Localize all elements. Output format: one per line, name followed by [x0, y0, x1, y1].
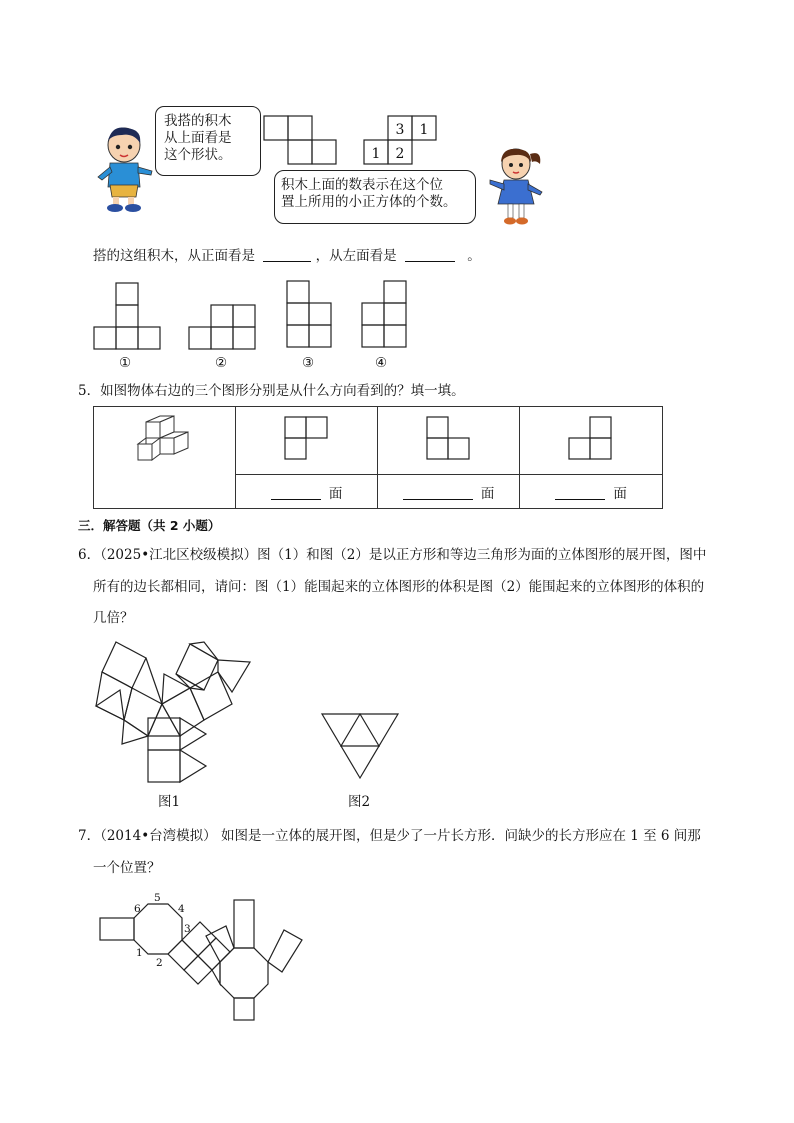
q5-blank-1[interactable]: [271, 485, 321, 500]
top-number-1b: 1: [371, 146, 381, 162]
q4-option-4-shape: [361, 279, 413, 351]
q5-face-label-2: 面: [480, 485, 495, 502]
numbered-top-view: [362, 114, 438, 166]
q4-option-1-shape: [93, 281, 165, 351]
q7-line-1: [78, 826, 701, 846]
q5-view-3-shape: [520, 407, 662, 474]
q5-text: 如图物体右边的三个图形分别是从什么方向看到的？填一填。: [100, 383, 465, 399]
q6-figure-2-label: 图2: [348, 794, 371, 810]
q4-option-3-label: ③: [302, 355, 315, 371]
q6-figure-2-net: [320, 712, 400, 780]
q5-object-cell: [94, 407, 236, 509]
q7-edge-label-1: 1: [136, 947, 143, 959]
q7-number: 7．: [78, 828, 101, 844]
q7-edge-label-6: 6: [134, 903, 141, 915]
q6-figure-1-label: 图1: [158, 794, 181, 810]
q5-answer-cell-3: [520, 475, 663, 509]
q5-number: 5．: [78, 383, 101, 399]
q7-edge-label-2: 2: [156, 957, 163, 969]
boy-illustration: [96, 125, 156, 213]
q5-blank-3[interactable]: [555, 485, 605, 500]
top-view-shape: [262, 114, 338, 166]
q4-option-3-shape: [286, 279, 338, 351]
section-3-title: 三．解答题（共 2 小题）: [78, 518, 221, 533]
girl-speech-bubble: [274, 170, 476, 224]
boy-bubble-line-1: 我搭的积木: [164, 113, 232, 129]
q5-face-label-1: 面: [328, 485, 343, 502]
q6-text-line-2: 所有的边长都相同，请问：图（1）能围起来的立体图形的体积是图（2）能围起来的立体图形的体积的: [93, 579, 705, 595]
q5-view-1-shape: [236, 407, 377, 474]
q4-text-part1: 搭的这组积木，从正面看是: [93, 248, 255, 264]
girl-illustration: [486, 146, 548, 228]
top-number-3: 3: [395, 122, 405, 138]
boy-bubble-line-3: 这个形状。: [164, 147, 232, 163]
q4-option-1-label: ①: [119, 355, 132, 371]
q7-text-line-2: 一个位置？: [93, 860, 161, 876]
q7-prism-net: [96, 890, 306, 1022]
q5-answer-cell-2: [378, 475, 520, 509]
q6-text-line-1: （2025•江北区校级模拟）图（1）和图（2）是以正方形和等边三角形为面的立体图形的展开图，图中: [100, 547, 707, 563]
q5-view-cell-2: [378, 407, 520, 475]
girl-bubble-line-1: 积木上面的数表示在这个位: [281, 177, 443, 193]
q7-edge-label-3: 3: [184, 923, 191, 935]
q5-question: [78, 381, 465, 401]
q4-blank-front[interactable]: [263, 247, 311, 262]
q5-view-2-shape: [378, 407, 519, 474]
top-number-1a: 1: [419, 122, 429, 138]
q7-edge-label-4: 4: [178, 903, 185, 915]
q4-option-2-shape: [188, 281, 260, 351]
q5-answer-cell-1: [236, 475, 378, 509]
q4-text-part3: 。: [467, 248, 481, 264]
q5-cube-object: [94, 408, 235, 508]
q6-number: 6．: [78, 547, 101, 563]
girl-bubble-line-2: 置上所用的小正方体的个数。: [281, 194, 457, 210]
q4-option-2-label: ②: [215, 355, 228, 371]
boy-speech-bubble: [155, 106, 261, 176]
boy-bubble-line-2: 从上面看是: [164, 130, 232, 146]
q7-text-line-1: （2014•台湾模拟） 如图是一立体的展开图，但是少了一片长方形．问缺少的长方形应在 1 至 6 间那: [100, 828, 701, 844]
q5-view-cell-3: [520, 407, 663, 475]
q5-blank-2[interactable]: [403, 485, 473, 500]
q7-edge-label-5: 5: [154, 892, 161, 904]
q5-view-table: [93, 406, 663, 509]
q4-text-part2: ，从左面看是: [315, 248, 397, 264]
q4-blank-left[interactable]: [405, 247, 455, 262]
q5-face-label-3: 面: [613, 485, 627, 502]
q6-figure-1-net: [90, 640, 255, 785]
q4-question: [93, 246, 481, 266]
q5-view-cell-1: [236, 407, 378, 475]
top-number-2: 2: [395, 146, 405, 162]
q6-text-line-3: 几倍？: [93, 610, 134, 626]
q4-option-4-label: ④: [375, 355, 388, 371]
q6-line-1: [78, 545, 706, 565]
